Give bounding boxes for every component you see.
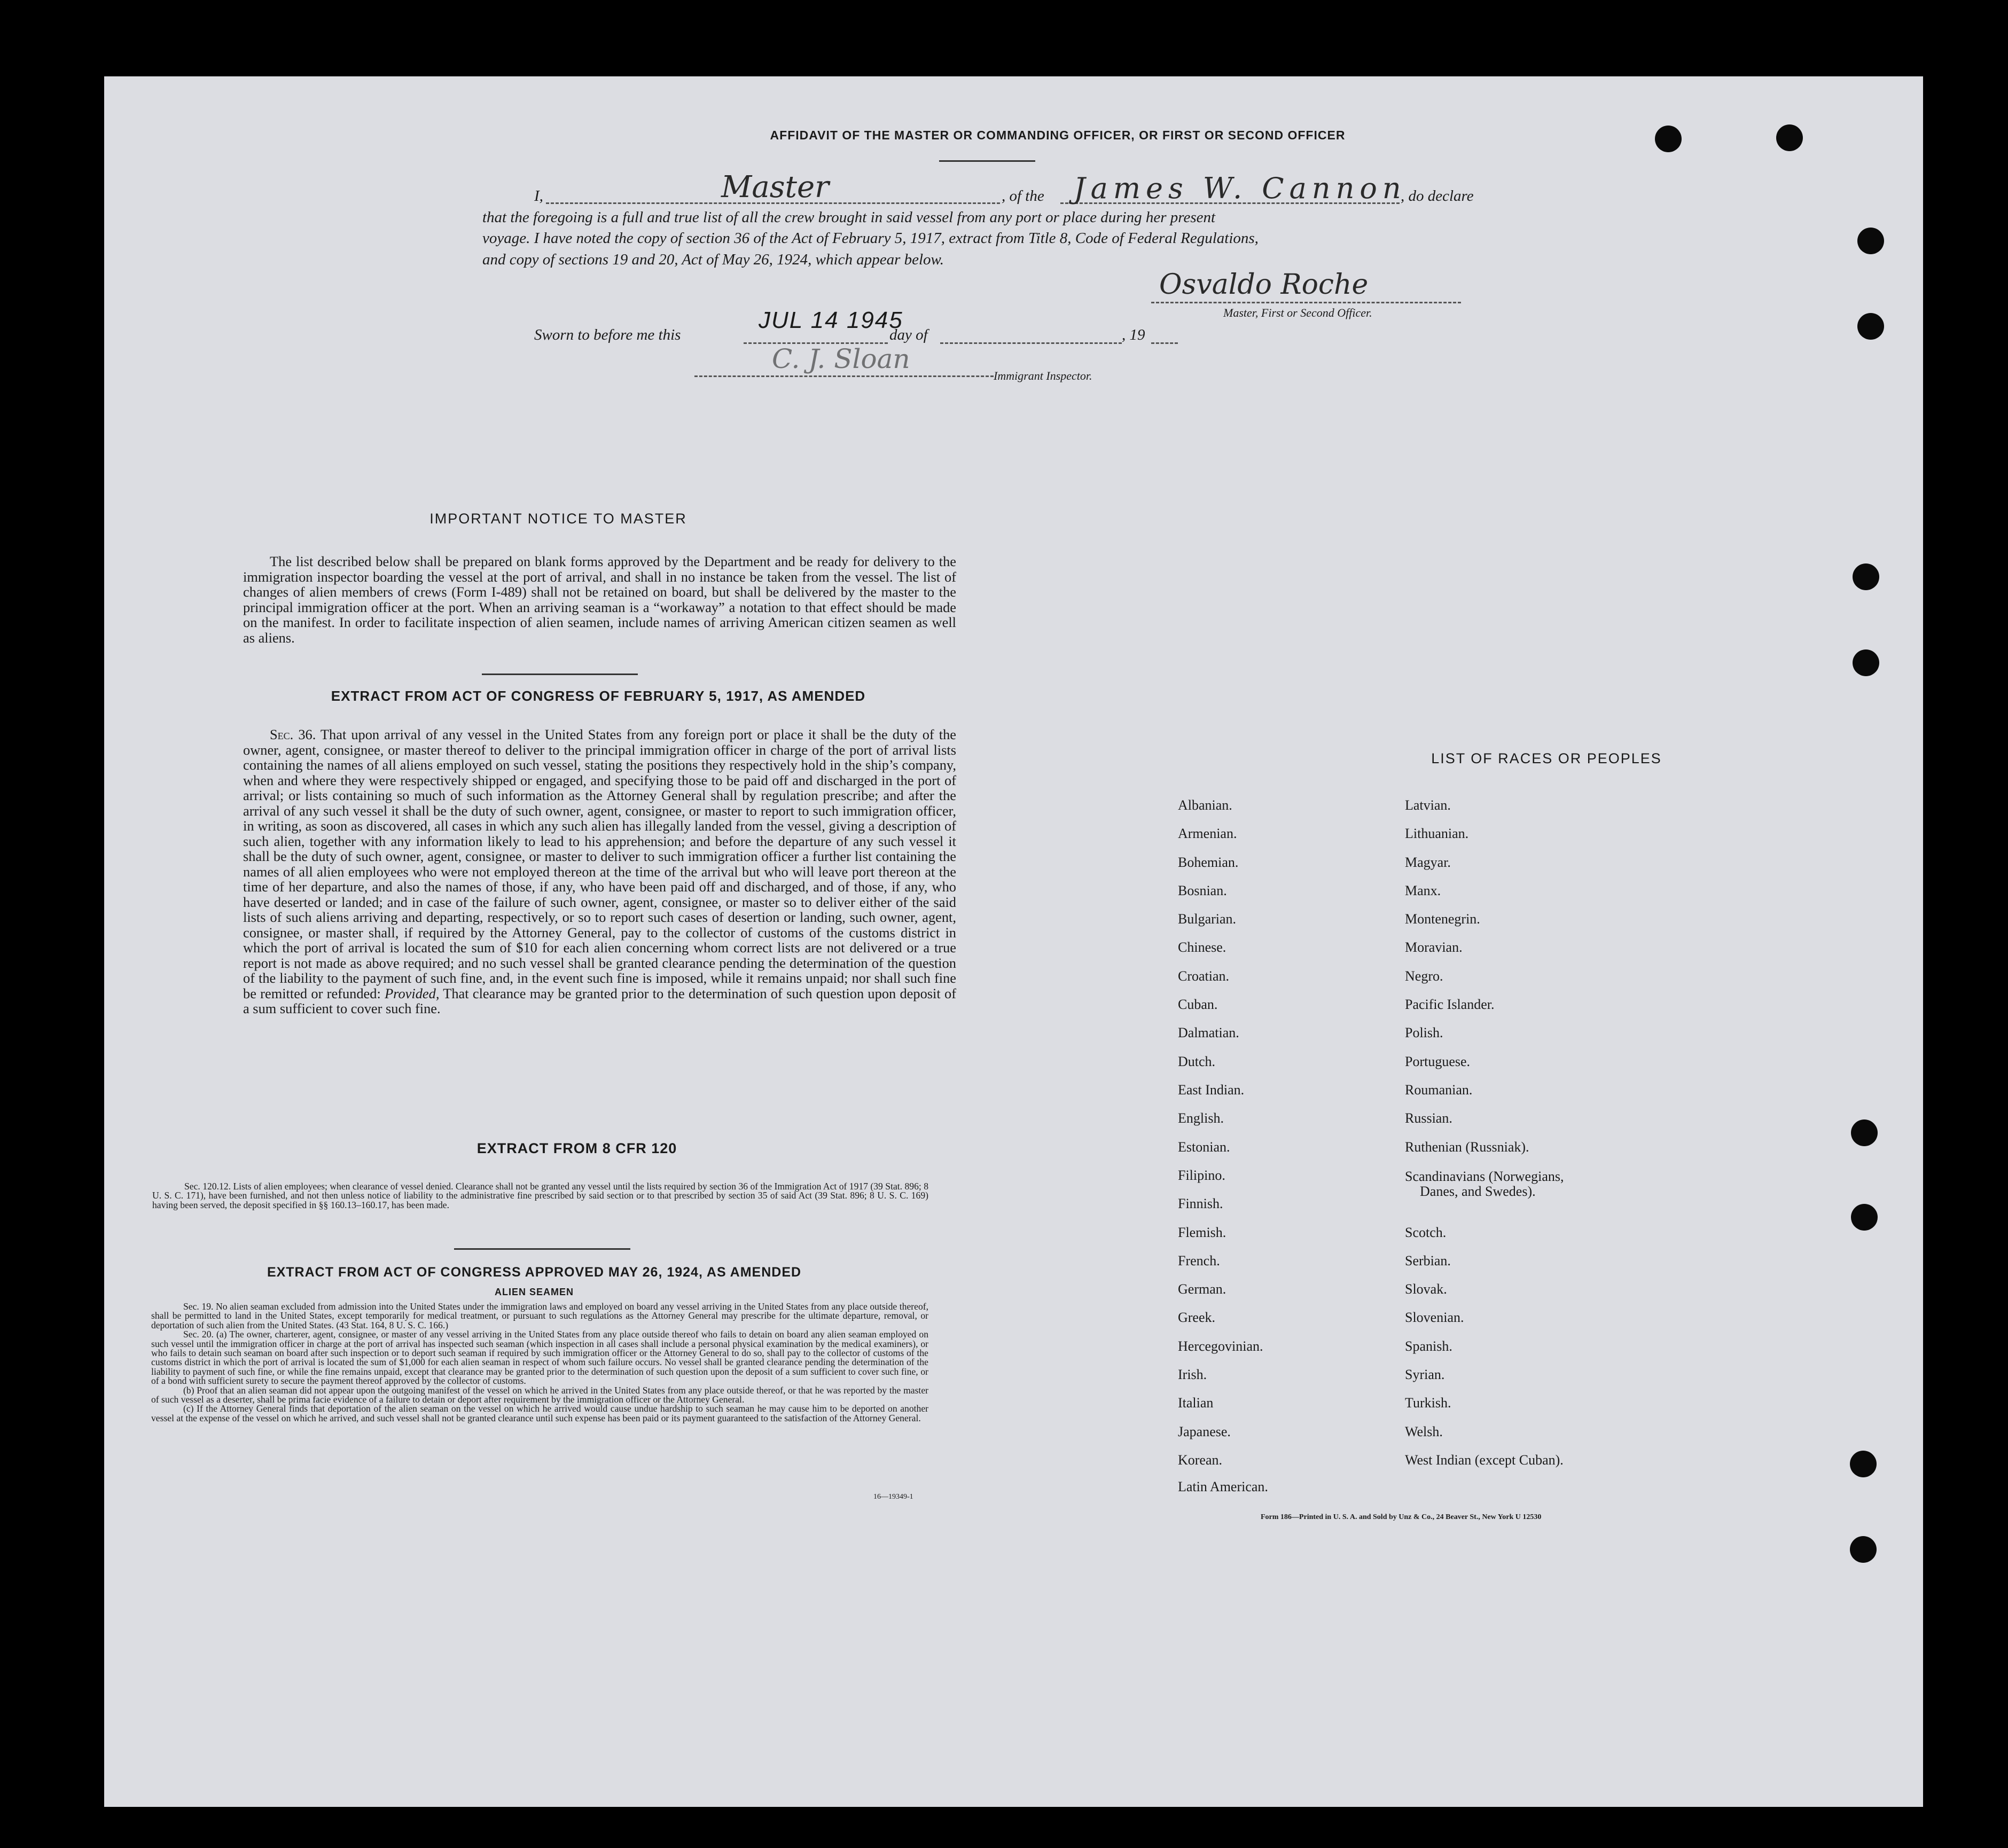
race-item: Negro.: [1405, 968, 1443, 984]
race-item: Bohemian.: [1178, 855, 1239, 870]
race-item: Lithuanian.: [1405, 826, 1469, 841]
sec-20a-text: Sec. 20. (a) The owner, charterer, agent, consignee, or master of any vessel arriving in the United States from any place outside thereof who fails to detain on board any alien seaman employed on such vessel until the immigration officer in charge at the port of arrival has inspected such seaman (which inspection in all cases shall include a personal physical examination by the medical examiners), or who fails to detain such seaman on board after such inspection or to deport such seaman if required by such immigration officer or the Attorney General to do so, shall pay to the collector of customs of the customs district in which the port of arrival is located the sum of $1,000 for each alien seaman in respect of whom such failure occurs. No vessel shall be granted clearance pending the determination of the liability to payment of such fine, or while the fine remains unpaid, except that clearance may be granted prior to the determination of such question upon the deposit of a sum sufficient to cover such fine, or of a bond with sufficient surety to secure the payment thereof approved by the collector of customs.: [151, 1329, 928, 1387]
officer-signature-caption: Master, First or Second Officer.: [1223, 306, 1372, 319]
extract-cfr-body: Sec. 120.12. Lists of alien employees; when clearance of vessel denied. Clearance shall not be granted any vessel until the lists required by section 36 of the Immigration Act of 1917 (39 Stat. 896; 8 U. S. C. 171), have been furnished, and not then unless notice of liability to the administrative fine prescribed by said section or to that prescribed by section 35 of said Act (39 Stat. 896; 8 U. S. C. 169) having been served, the deposit specified in §§ 160.13–160.17, has been made.: [152, 1181, 928, 1210]
extract-1917-body: [243, 727, 956, 1016]
race-item: Roumanian.: [1405, 1082, 1473, 1098]
punch-hole: [1857, 313, 1884, 340]
vessel-name-handwritten: James W. Cannon: [1074, 171, 1407, 205]
races-column-2: [1405, 797, 1725, 1583]
race-item: Greek.: [1178, 1310, 1216, 1325]
race-item: English.: [1178, 1110, 1224, 1126]
race-item: Bosnian.: [1178, 883, 1227, 898]
race-item: German.: [1178, 1281, 1226, 1297]
races-column-1: [1178, 797, 1392, 1583]
race-item: Dalmatian.: [1178, 1025, 1239, 1040]
race-item: West Indian (except Cuban).: [1405, 1452, 1564, 1468]
punch-hole: [1850, 1451, 1877, 1477]
race-item: Manx.: [1405, 883, 1441, 898]
sworn-label: Sworn to before me this: [534, 326, 681, 343]
document-page: [104, 76, 1923, 1807]
race-item: Pacific Islander.: [1405, 997, 1495, 1012]
sec-20c-text: (c) If the Attorney General finds that deportation of the alien seaman on the vessel on which he arrived would cause undue hardship to such seaman he may cause him to be deported on another vessel at the expense of the vessel on which he arrived, and such vessel shall not be granted clearance until such expense has been paid or its payment guaranteed to the satisfaction of the Attorney General.: [151, 1403, 928, 1423]
day-of-label: day of: [889, 326, 928, 343]
race-item: Slovenian.: [1405, 1310, 1464, 1325]
race-item: Finnish.: [1178, 1196, 1223, 1211]
extract-1917-heading: EXTRACT FROM ACT OF CONGRESS OF FEBRUARY 5, 1917, AS AMENDED: [331, 688, 866, 704]
affidavit-title: AFFIDAVIT OF THE MASTER OR COMMANDING OFFICER, OR FIRST OR SECOND OFFICER: [770, 128, 1346, 142]
race-item: Estonian.: [1178, 1139, 1230, 1155]
race-item: Chinese.: [1178, 939, 1226, 955]
punch-hole: [1853, 563, 1879, 590]
of-the-label: , of the: [1002, 187, 1044, 205]
extract-cfr-heading: EXTRACT FROM 8 CFR 120: [476, 1140, 677, 1156]
race-item: Danes, and Swedes).: [1420, 1184, 1536, 1199]
master-name-handwritten: Master: [721, 170, 829, 205]
race-item: Bulgarian.: [1178, 911, 1237, 927]
sec-19-text: Sec. 19. No alien seaman excluded from admission into the United States under the immigration laws and employed on board any vessel arriving in the United States from any place outside thereof, shall be permitted to land in the United States, except temporarily for medical treatment, or pursuant to such regulations as the Attorney General may prescribe for the ultimate departure, removal, or deportation of such alien from the United States. (43 Stat. 164, 8 U. S. C. 166.): [151, 1301, 928, 1330]
race-item: Slovak.: [1405, 1281, 1447, 1297]
race-item: Hercegovinian.: [1178, 1338, 1263, 1354]
provided-label: Provided,: [385, 985, 440, 1001]
race-item: Croatian.: [1178, 968, 1230, 984]
affidavit-line-4: and copy of sections 19 and 20, Act of May 26, 1924, which appear below.: [482, 251, 944, 268]
race-item: Portuguese.: [1405, 1054, 1471, 1069]
race-item: Scotch.: [1405, 1225, 1447, 1240]
sworn-month-field: [940, 324, 1122, 344]
race-item: Welsh.: [1405, 1424, 1443, 1439]
punch-hole: [1776, 124, 1803, 151]
i-label: I,: [534, 187, 543, 205]
punch-hole: [1850, 1536, 1877, 1563]
race-item: Irish.: [1178, 1367, 1207, 1382]
race-item: Syrian.: [1405, 1367, 1445, 1382]
race-item: Korean.: [1178, 1452, 1223, 1468]
race-item: Ruthenian (Russniak).: [1405, 1139, 1529, 1155]
race-item: East Indian.: [1178, 1082, 1245, 1098]
sec-36-label: Sec. 36.: [270, 726, 316, 742]
inspector-signature: C. J. Sloan: [772, 343, 910, 374]
race-item: Armenian.: [1178, 826, 1237, 841]
race-item: Magyar.: [1405, 855, 1451, 870]
divider: [454, 1248, 630, 1250]
sec-36-text: That upon arrival of any vessel in the United States from any foreign port or place it shall be the duty of the owner, agent, consignee, or master thereof to deliver to the principal immigration officer in charge of the port of arrival lists containing the names of all aliens employed on such vessel, stating the positions they respectively hold in the ship’s company, when and where they were respectively shipped or engaged, and specifying those to be paid off and discharged in the port of arrival; or lists containing so much of such information as the Attorney General shall by regulation prescribe; and after the arrival of any such vessel it shall be the duty of such owner, agent, consignee, or master to report to such immigration officer, in writing, as soon as discovered, all cases in which any such alien has illegally landed from the vessel, giving a description of such alien, together with any information likely to lead to his apprehension; and before the departure of any such vessel it shall be the duty of such owner, agent, consignee, or master to deliver to such immigration officer a further list containing the names of all alien employees who were not employed thereon at the time of the arrival but who will leave port thereon at the time of her departure, and also the names of those, if any, who have been paid off and discharged, and of those, if any, who have deserted or landed; and in case of the failure of such owner, agent, consignee, or master so to deliver either of the said lists of such aliens arriving and departing, respectively, or so to report such cases of desertion or landing, such owner, agent, consignee, or master shall, if required by the Attorney General, pay to the collector of customs of the customs district in which the port of arrival is located the sum of $10 for each alien concerning whom correct lists are not delivered or a true report is not made as above required; and no such vessel shall be granted clearance pending the determination of the question of the liability to the payment of such fine, and, in the event such fine is imposed, while it remains unpaid; nor shall such fine be remitted or refunded:: [243, 726, 956, 1001]
race-item: Flemish.: [1178, 1225, 1226, 1240]
punch-hole: [1853, 649, 1879, 676]
extract-1924-heading: EXTRACT FROM ACT OF CONGRESS APPROVED MAY 26, 1924, AS AMENDED: [267, 1265, 802, 1280]
race-item: Spanish.: [1405, 1338, 1452, 1354]
race-item: Italian: [1178, 1395, 1214, 1411]
sworn-year-field: [1151, 324, 1178, 344]
race-item: Scandinavians (Norwegians,: [1405, 1169, 1564, 1184]
affidavit-line-2: that the foregoing is a full and true list of all the crew brought in said vessel from any port or place during her present: [482, 209, 1216, 226]
notice-body: The list described below shall be prepared on blank forms approved by the Department and be ready for delivery to the immigration inspector boarding the vessel at the port of arrival, and shall in no instance be taken from the vessel. The list of changes of alien members of crews (Form I-489) shall not be retained on board, but shall be delivered by the master to the principal immigration officer at the port. When an arriving seaman is a “workaway” a notation to that effect should be made on the manifest. In order to facilitate inspection of alien seamen, include names of arriving American citizen seamen as well as aliens.: [243, 553, 956, 646]
date-stamp: JUL 14 1945: [759, 307, 903, 333]
affidavit-line-1: [534, 170, 1603, 209]
race-item: Dutch.: [1178, 1054, 1216, 1069]
form-code: 16—19349-1: [873, 1493, 913, 1501]
race-item: Latin American.: [1178, 1479, 1268, 1494]
punch-hole: [1851, 1119, 1878, 1146]
divider: [482, 674, 638, 675]
extract-1924-body: [151, 1302, 928, 1423]
race-item: Filipino.: [1178, 1168, 1225, 1183]
year-label: , 19: [1122, 326, 1145, 343]
race-item: Moravian.: [1405, 939, 1463, 955]
race-item: French.: [1178, 1253, 1220, 1268]
race-item: Latvian.: [1405, 797, 1451, 813]
printer-footer: Form 186—Printed in U. S. A. and Sold by Unz & Co., 24 Beaver St., New York U 12530: [1261, 1513, 1542, 1521]
punch-hole: [1655, 126, 1682, 152]
notice-heading: IMPORTANT NOTICE TO MASTER: [429, 511, 687, 527]
race-item: Albanian.: [1178, 797, 1232, 813]
inspector-caption: Immigrant Inspector.: [994, 369, 1092, 382]
divider: [939, 160, 1035, 162]
race-item: Serbian.: [1405, 1253, 1451, 1268]
race-item: Cuban.: [1178, 997, 1218, 1012]
race-item: Polish.: [1405, 1025, 1443, 1040]
affidavit-line-3: voyage. I have noted the copy of section 36 of the Act of February 5, 1917, extract from Title 8, Code of Federal Regulations,: [482, 230, 1259, 247]
sec-20b-text: (b) Proof that an alien seaman did not appear upon the outgoing manifest of the vessel on which he arrived in the United States from any place outside thereof, or that he was reported by the master of such vessel as a deserter, shall be prima facie evidence of a failure to detain or deport after requirement by the immigration officer or the Attorney General.: [151, 1384, 928, 1405]
punch-hole: [1851, 1204, 1878, 1231]
officer-signature: Osvaldo Roche: [1159, 269, 1369, 301]
punch-hole: [1857, 228, 1884, 254]
race-item: Russian.: [1405, 1110, 1452, 1126]
race-item: Montenegrin.: [1405, 911, 1480, 927]
race-item: Japanese.: [1178, 1424, 1231, 1439]
sec-36-text-end: That clearance may be granted prior to the determination of such question upon deposit of a sum sufficient to cover such fine.: [243, 985, 956, 1016]
race-item: Turkish.: [1405, 1395, 1451, 1411]
do-declare-label: , do declare: [1401, 187, 1474, 205]
races-heading: LIST OF RACES OR PEOPLES: [1431, 750, 1662, 766]
alien-seamen-subheading: ALIEN SEAMEN: [494, 1287, 574, 1297]
